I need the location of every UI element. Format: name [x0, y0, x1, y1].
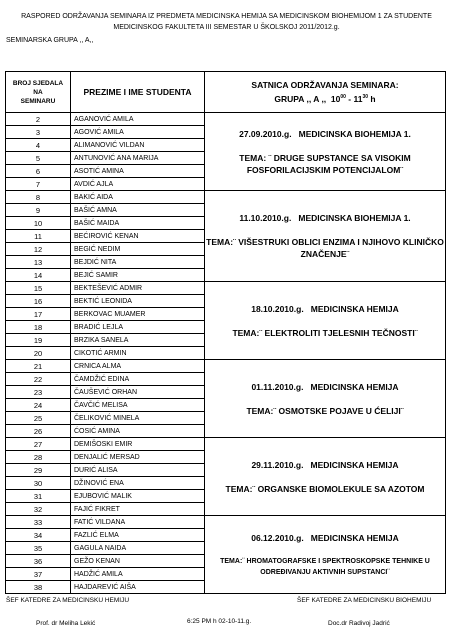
student-name: AGANOVIĆ AMILA — [71, 113, 205, 126]
student-name: BEĆIROVIĆ KENAN — [71, 230, 205, 243]
student-name: BAKIĆ AIDA — [71, 191, 205, 204]
seat-number: 37 — [6, 568, 71, 581]
seat-number: 6 — [6, 165, 71, 178]
seminar-date-line — [205, 212, 445, 224]
table-row — [6, 191, 446, 204]
seminar-topic: TEMA:¨ HROMATOGRAFSKE I SPEKTROSKOPSKE TEHNIKE U ODREĐIVANJU AKTIVNIH SUPSTANCI¨ — [220, 557, 430, 576]
student-name: BRZIKA SANELA — [71, 334, 205, 347]
schedule-header: SATNICA ODRŽAVANJA SEMINARA: GRUPA ,, A ,, $10^{00} - 11^{30}$ h — [205, 72, 446, 113]
table-header-row — [6, 72, 446, 113]
seminar-topic: TEMA:¨ ORGANSKE BIOMOLEKULE SA AZOTOM — [225, 483, 425, 494]
student-name: GEŽO KENAN — [71, 555, 205, 568]
seat-number: 33 — [6, 516, 71, 529]
student-name-header: PREZIME I IME STUDENTA — [71, 72, 205, 113]
student-name: ASOTIĆ AMINA — [71, 165, 205, 178]
seminar-date: 29.11.2010.g. — [251, 459, 304, 470]
student-name: CRNICA ALMA — [71, 360, 205, 373]
seminar-date-line — [205, 381, 445, 393]
seat-number: 12 — [6, 243, 71, 256]
seat-number: 3 — [6, 126, 71, 139]
table-row — [6, 113, 446, 126]
seat-number: 10 — [6, 217, 71, 230]
seminar-date: 01.11.2010.g. — [251, 381, 304, 392]
student-name: AVDIĆ AJLA — [71, 178, 205, 191]
seminar-date-line — [205, 459, 445, 471]
seat-number: 17 — [6, 308, 71, 321]
seat-number: 4 — [6, 139, 71, 152]
seat-number: 29 — [6, 464, 71, 477]
footer-right-signature: Doc.dr Radivoj Jadrić — [328, 620, 390, 627]
seat-number: 27 — [6, 438, 71, 451]
student-name: EJUBOVIĆ MALIK — [71, 490, 205, 503]
seat-number: 14 — [6, 269, 71, 282]
seat-number: 23 — [6, 386, 71, 399]
seat-number: 21 — [6, 360, 71, 373]
student-name: GAGULA NAIDA — [71, 542, 205, 555]
seat-number: 5 — [6, 152, 71, 165]
seminar-session-cell — [205, 191, 446, 282]
seat-number: 35 — [6, 542, 71, 555]
table-row — [6, 360, 446, 373]
seminar-subject: MEDICINSKA HEMIJA — [310, 381, 399, 392]
seat-number: 7 — [6, 178, 71, 191]
student-name: ČAMDŽIĆ EDINA — [71, 373, 205, 386]
seminar-session-cell — [205, 438, 446, 516]
seat-number: 2 — [6, 113, 71, 126]
seat-number: 30 — [6, 477, 71, 490]
seat-number: 18 — [6, 321, 71, 334]
student-name: ALIMANOVIĆ VILDAN — [71, 139, 205, 152]
seat-number: 15 — [6, 282, 71, 295]
seminar-session-cell — [205, 360, 446, 438]
seat-number: 24 — [6, 399, 71, 412]
seat-number: 22 — [6, 373, 71, 386]
student-name: CIKOTIĆ ARMIN — [71, 347, 205, 360]
seat-number: 9 — [6, 204, 71, 217]
seminar-group-label: SEMINARSKA GRUPA ,, A,, — [6, 37, 94, 44]
seminar-topic: TEMA: ¨ DRUGE SUPSTANCE SA VISOKIM FOSFORILACIJSKIM POTENCIJALOM¨ — [239, 152, 411, 175]
seminar-date-line — [205, 303, 445, 315]
seminar-date: 11.10.2010.g. — [239, 213, 292, 223]
student-name: ANTUNOVIĆ ANA MARIJA — [71, 152, 205, 165]
seminar-date: 06.12.2010.g. — [251, 532, 304, 543]
seminar-subject: MEDICINSKA HEMIJA — [310, 459, 399, 470]
seminar-date: 27.09.2010.g. — [239, 128, 292, 139]
seminar-topic: TEMA:¨ ELEKTROLITI TJELESNIH TEČNOSTI¨ — [232, 327, 418, 338]
seminar-subject: MEDICINSKA HEMIJA — [310, 303, 399, 314]
seat-number-header: BROJ SJEDALA NA SEMINARU — [6, 72, 71, 113]
footer-print-stamp: 6:25 PM h 02-10-11.g. — [187, 618, 252, 625]
seat-number: 13 — [6, 256, 71, 269]
student-name: BEJIĆ SAMIR — [71, 269, 205, 282]
student-name: BERKOVAC MUAMER — [71, 308, 205, 321]
seat-number: 26 — [6, 425, 71, 438]
student-name: BEGIĆ NEDIM — [71, 243, 205, 256]
seminar-subject: MEDICINSKA HEMIJA — [310, 532, 399, 543]
footer-right-title: ŠEF KATEDRE ZA MEDICINSKU BIOHEMIJU — [297, 597, 432, 604]
student-name: AGOVIĆ AMILA — [71, 126, 205, 139]
seminar-topic: TEMA:¨ OSMOTSKE POJAVE U ĆELIJI¨ — [246, 405, 404, 416]
student-name: DEMIŠOSKI EMIR — [71, 438, 205, 451]
seat-number: 11 — [6, 230, 71, 243]
student-name: HAJDAREVIĆ AIŠA — [71, 581, 205, 594]
seminar-subject: MEDICINSKA BIOHEMIJA 1. — [298, 213, 411, 223]
seminar-date-line — [205, 128, 445, 140]
document-title-line-1: RASPORED ODRŽAVANJA SEMINARA IZ PREDMETA MEDICINSKA HEMIJA SA MEDICINSKOM BIOHEMIJOM 1 ZA STUDENTE — [21, 13, 432, 20]
student-name: DŽINOVIĆ ENA — [71, 477, 205, 490]
student-name: ĆOSIĆ AMINA — [71, 425, 205, 438]
seat-number: 25 — [6, 412, 71, 425]
student-name: FAZLIĆ ELMA — [71, 529, 205, 542]
seminar-date: 18.10.2010.g. — [251, 303, 304, 314]
seminar-session-cell — [205, 282, 446, 360]
seminar-topic: TEMA:¨ VIŠESTRUKI OBLICI ENZIMA I NJIHOVO KLINIČKO ZNAČENJE¨ — [206, 237, 444, 259]
footer-left-title: ŠEF KATEDRE ZA MEDICINSKU HEMIJU — [6, 597, 130, 604]
seat-number: 31 — [6, 490, 71, 503]
table-row — [6, 282, 446, 295]
seat-number: 20 — [6, 347, 71, 360]
student-name: HADŽIĆ AMILA — [71, 568, 205, 581]
seminar-session-cell — [205, 113, 446, 191]
seat-number: 36 — [6, 555, 71, 568]
student-name: ČAVČIĆ MELISA — [71, 399, 205, 412]
student-name: BAŠIĆ MAIDA — [71, 217, 205, 230]
table-row — [6, 438, 446, 451]
seat-number: 16 — [6, 295, 71, 308]
footer-left-signature: Prof. dr Meliha Lekić — [36, 620, 96, 627]
seminar-schedule-table — [5, 71, 446, 594]
seat-number: 38 — [6, 581, 71, 594]
seminar-session-cell — [205, 516, 446, 594]
student-name: DENJALIĆ MERSAD — [71, 451, 205, 464]
student-name: BAŠIĆ AMNA — [71, 204, 205, 217]
seat-number: 34 — [6, 529, 71, 542]
student-name: ČELIKOVIĆ MINELA — [71, 412, 205, 425]
document-title-line-2: MEDICINSKOG FAKULTETA III SEMESTAR U ŠKOLSKOJ 2011/2012.g. — [113, 24, 340, 31]
seat-number: 28 — [6, 451, 71, 464]
table-row — [6, 516, 446, 529]
seminar-subject: MEDICINSKA BIOHEMIJA 1. — [298, 128, 411, 139]
student-name: FATIĆ VILDANA — [71, 516, 205, 529]
student-name: FAJIĆ FIKRET — [71, 503, 205, 516]
student-name: BEKTIĆ LEONIDA — [71, 295, 205, 308]
student-name: DURIĆ ALISA — [71, 464, 205, 477]
student-name: BEKTEŠEVIĆ ADMIR — [71, 282, 205, 295]
student-name: BRADIĆ LEJLA — [71, 321, 205, 334]
student-name: BEJDIĆ NITA — [71, 256, 205, 269]
seminar-date-line — [205, 532, 445, 544]
seat-number: 19 — [6, 334, 71, 347]
seat-number: 32 — [6, 503, 71, 516]
student-name: ČAUŠEVIĆ ORHAN — [71, 386, 205, 399]
seat-number: 8 — [6, 191, 71, 204]
